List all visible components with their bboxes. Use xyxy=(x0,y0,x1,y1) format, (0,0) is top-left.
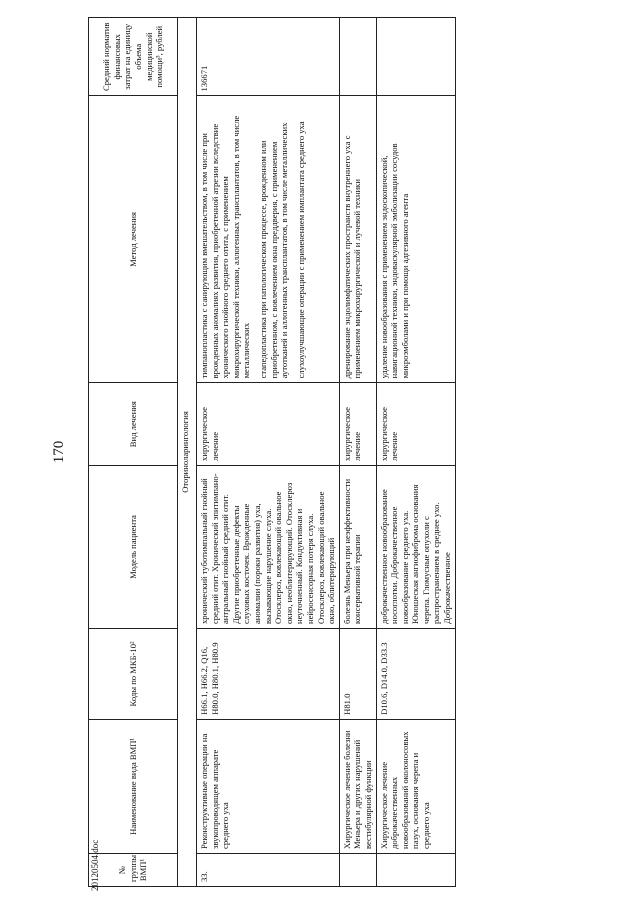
table-row xyxy=(339,18,376,887)
row-treatment-methods xyxy=(376,96,455,383)
row-patient-model: болезнь Меньера при неэффективности консервативной терапии xyxy=(339,465,376,628)
section-title: Оториноларингология xyxy=(178,18,197,887)
method-item: удаление новообразования с применением эндоскопической, навигационной техники, эндоваскулярной эмболизации сосудов микроэмболами и при помощи адгезивного агента xyxy=(378,143,410,379)
table-row xyxy=(376,18,455,887)
row-vmp-name: Хирургическое лечение болезни Меньера и других нарушений вестибулярной функции xyxy=(339,719,376,853)
method-item: стапедопластика при патологическом процессе, врожденном или приобретенном, с вовлечением окна преддверия, с применением аутотканей и аллогенных трансплантатов, в том числе металлических xyxy=(257,122,290,379)
header-patient-model: Модель пациента xyxy=(89,465,178,628)
row-cost xyxy=(376,18,455,96)
method-item: слухоулучшающие операции с применением имплантата среднего уха xyxy=(295,121,306,379)
row-treatment-type: хирургическое лечение xyxy=(339,383,376,466)
row-icd-codes: H81.0 xyxy=(339,629,376,720)
row-vmp-name: Реконструктивные операции на звукопроводящем аппарате среднего уха xyxy=(197,719,340,853)
document-id: 20120504.doc xyxy=(90,839,100,891)
row-vmp-name: Хирургическое лечение доброкачественных новообразований околоносовых пазух, основания черепа и среднего уха xyxy=(376,719,455,853)
header-treatment-method: Метод лечения xyxy=(89,96,178,383)
row-patient-model: хронический туботимпальный гнойный средний отит. Хронический эпитимпано-антральный гнойный средний отит. Другие приобретенные дефекты слуховых косточек. Врожденные аномалии (пороки развития) уха, вызывающие нарушение слуха. Отосклероз, вовлекающий овальное окно, необлитерирующий. Отосклероз неуточненный. Кондуктивная и нейросенсорная потеря слуха. Отосклероз, вовлекающий овальное окно, облитерирующий xyxy=(197,465,340,628)
header-treatment-type: Вид лечения xyxy=(89,383,178,466)
rotated-page-content xyxy=(51,17,628,887)
table-row xyxy=(197,18,340,887)
method-item: тимпанопластика с санирующим вмешательством, в том числе при врожденных аномалиях развития, приобретенной атрезии вследствие хронического гнойного среднего отита, с применением микрохирургической техники, аллогенных трансплантатов, в том числе металлических xyxy=(199,115,252,379)
row-treatment-type: хирургическое лечение xyxy=(376,383,455,466)
method-item: дренирование эндолимфатических пространств внутреннего уха с применением микрохирургической и лучевой техники xyxy=(341,135,363,379)
row-group-number xyxy=(376,853,455,886)
row-icd-codes: D10.6, D14.0, D33.3 xyxy=(376,629,455,720)
section-row xyxy=(178,18,197,887)
row-patient-model: доброкачественное новообразование носоглотки. Доброкачественное новообразование среднего уха. Юношеская ангиофиброма основания черепа. Гломусные опухоли с распространением в среднее ухо. Доброкачественное xyxy=(376,465,455,628)
header-icd-codes: Коды по МКБ-10² xyxy=(89,629,178,720)
header-cost-norm: Средний норматив финансовых затрат на единицу объема медицинской помощи³, рублей xyxy=(89,18,178,96)
row-group-number: 33. xyxy=(197,853,340,886)
page-number: 170 xyxy=(51,440,67,464)
row-cost: 136671 xyxy=(197,18,340,96)
row-treatment-methods xyxy=(339,96,376,383)
header-vmp-name: Наименование вида ВМП¹ xyxy=(89,719,178,853)
row-cost xyxy=(339,18,376,96)
row-treatment-type: хирургическое лечение xyxy=(197,383,340,466)
row-icd-codes: H66.1, H66.2, Q16, H80.0, H80.1, H80.9 xyxy=(197,629,340,720)
row-group-number xyxy=(339,853,376,886)
row-treatment-methods xyxy=(197,96,340,383)
header-group-number: № группы ВМП¹ xyxy=(89,853,178,886)
treatment-table xyxy=(88,17,456,887)
table-header-row xyxy=(89,18,178,887)
